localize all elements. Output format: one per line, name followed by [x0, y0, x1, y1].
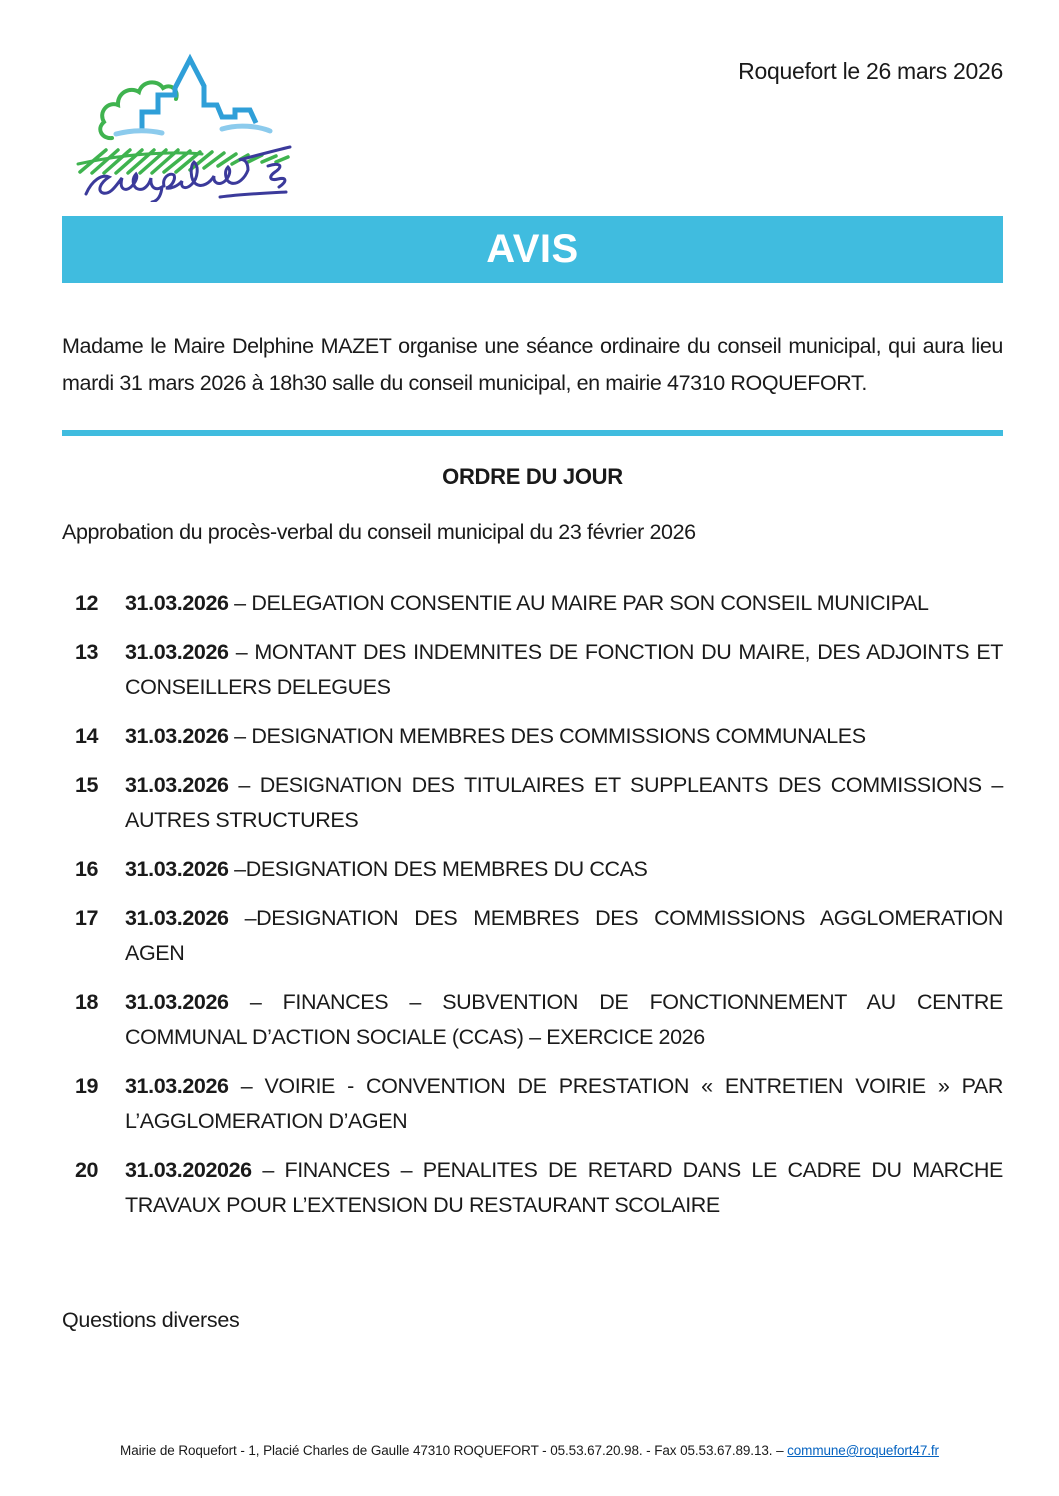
agenda-item-number: 12 [75, 591, 99, 615]
agenda-item-date: 31.03.2026 [125, 640, 229, 664]
agenda-item-text: – MONTANT DES INDEMNITES DE FONCTION DU MAIRE, DES ADJOINTS ET CONSEILLERS DELEGUES [125, 640, 1003, 699]
agenda-item-date: 31.03.2026 [125, 857, 229, 881]
intro-paragraph: Madame le Maire Delphine MAZET organise une séance ordinaire du conseil municipal, qui aura lieu mardi 31 mars 2026 à 18h30 salle du conseil municipal, en mairie 47310 ROQUEFORT. [62, 333, 1003, 395]
agenda-item [62, 719, 1003, 754]
agenda-item-number: 20 [75, 1158, 99, 1182]
footer-email-link[interactable]: commune@roquefort47.fr [787, 1443, 939, 1458]
agenda-item [62, 901, 1003, 971]
agenda-item-text: –DESIGNATION DES MEMBRES DES COMMISSIONS AGGLOMERATION AGEN [125, 906, 1003, 965]
questions-line: Questions diverses [62, 1308, 240, 1332]
agenda-item-date: 31.03.2026 [125, 591, 229, 615]
document-date: Roquefort le 26 mars 2026 [738, 58, 1003, 84]
agenda-item-number: 19 [75, 1074, 99, 1098]
agenda-item [62, 1153, 1003, 1223]
agenda-item-date: 31.03.202026 [125, 1158, 252, 1182]
roquefort-logo-icon [72, 50, 304, 202]
avis-banner [62, 216, 1003, 283]
agenda-item [62, 586, 1003, 621]
agenda-item-date: 31.03.2026 [125, 990, 229, 1014]
agenda-item-date: 31.03.2026 [125, 724, 229, 748]
agenda-item-text: –DESIGNATION DES MEMBRES DU CCAS [228, 857, 648, 881]
section-title: ORDRE DU JOUR [442, 464, 623, 489]
agenda-item-date: 31.03.2026 [125, 1074, 229, 1098]
agenda-item [62, 852, 1003, 887]
divider-rule [62, 430, 1003, 436]
agenda-item-text: – DELEGATION CONSENTIE AU MAIRE PAR SON CONSEIL MUNICIPAL [228, 591, 929, 615]
agenda-item-date: 31.03.2026 [125, 906, 229, 930]
agenda-item-number: 16 [75, 857, 99, 881]
agenda-item-number: 15 [75, 773, 99, 797]
agenda-list [62, 586, 1003, 1237]
agenda-item-number: 14 [75, 724, 99, 748]
agenda-item-text: – DESIGNATION DES TITULAIRES ET SUPPLEANTS DES COMMISSIONS – AUTRES STRUCTURES [125, 773, 1003, 832]
agenda-item-number: 18 [75, 990, 99, 1014]
agenda-item-text: – VOIRIE - CONVENTION DE PRESTATION « ENTRETIEN VOIRIE » PAR L’AGGLOMERATION D’AGEN [125, 1074, 1003, 1133]
avis-banner-title: AVIS [486, 227, 579, 271]
footer-text: Mairie de Roquefort - 1, Placié Charles de Gaulle 47310 ROQUEFORT - 05.53.67.20.98. - Fax 05.53.67.89.13. – [120, 1443, 788, 1458]
agenda-item [62, 768, 1003, 838]
agenda-item-number: 13 [75, 640, 99, 664]
agenda-item-text: – FINANCES – SUBVENTION DE FONCTIONNEMENT AU CENTRE COMMUNAL D’ACTION SOCIALE (CCAS) – EXERCICE 2026 [125, 990, 1003, 1049]
agenda-item [62, 635, 1003, 705]
agenda-item [62, 1069, 1003, 1139]
footer [0, 1443, 1059, 1458]
roquefort-logo [72, 50, 304, 202]
agenda-item-date: 31.03.2026 [125, 773, 229, 797]
approval-line: Approbation du procès-verbal du conseil municipal du 23 février 2026 [62, 520, 696, 544]
agenda-item [62, 985, 1003, 1055]
agenda-item-text: – DESIGNATION MEMBRES DES COMMISSIONS COMMUNALES [228, 724, 866, 748]
agenda-item-text: – FINANCES – PENALITES DE RETARD DANS LE CADRE DU MARCHE TRAVAUX POUR L’EXTENSION DU RESTAURANT SCOLAIRE [125, 1158, 1003, 1217]
agenda-item-number: 17 [75, 906, 99, 930]
